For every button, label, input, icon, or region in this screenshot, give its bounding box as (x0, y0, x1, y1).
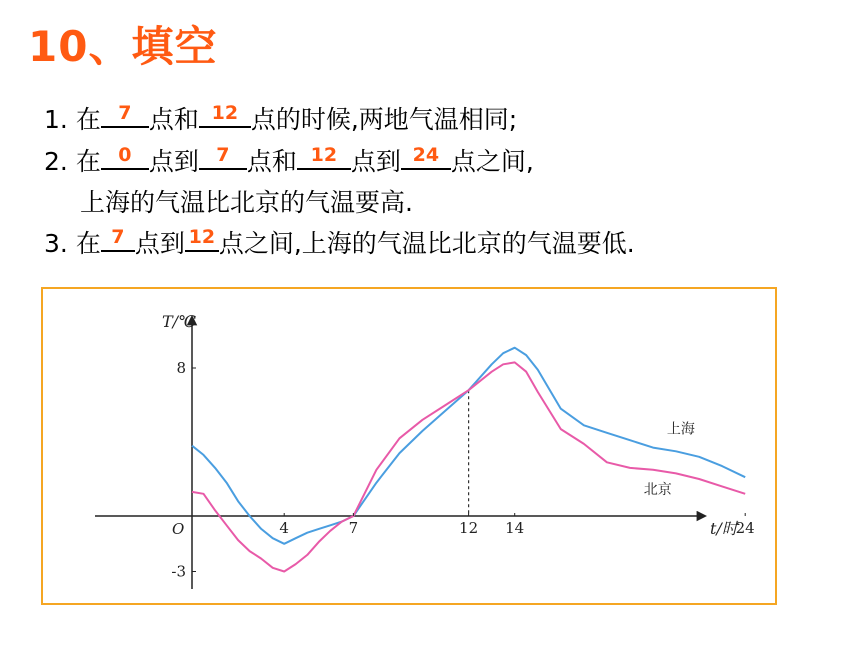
answer-value: 7 (118, 102, 132, 124)
question-3 (44, 224, 635, 260)
answer-blank (401, 144, 451, 170)
question-3-text-1: 在 (75, 229, 101, 258)
question-2-number: 2. (44, 147, 68, 176)
answer-value: 24 (412, 144, 440, 166)
question-2-text-4: 点到 (350, 147, 401, 176)
y-tick-label: 8 (176, 359, 186, 377)
x-tick-label: 24 (735, 519, 755, 537)
question-2-text-1: 在 (75, 147, 101, 176)
x-axis-label: t/时 (710, 519, 738, 538)
origin-label: O (172, 520, 185, 538)
answer-value: 12 (211, 102, 239, 124)
question-3-number: 3. (44, 229, 68, 258)
x-tick-label: 14 (505, 519, 525, 537)
question-1-text-3: 点的时候,两地气温相同; (250, 105, 518, 134)
question-3-text-2: 点到 (134, 229, 185, 258)
question-2-text-2: 点到 (148, 147, 199, 176)
answer-value: 7 (111, 226, 125, 248)
answer-value: 7 (216, 144, 230, 166)
question-2-line-2: 上海的气温比北京的气温要高. (80, 188, 413, 217)
question-1-text-2: 点和 (148, 105, 199, 134)
question-1-number: 1. (44, 105, 68, 134)
question-2 (44, 142, 534, 178)
answer-value: 0 (118, 144, 132, 166)
page-title: 10、填空 (28, 22, 218, 71)
answer-blank (101, 226, 135, 252)
y-tick-label: -3 (171, 562, 186, 581)
chart-frame (41, 287, 777, 605)
x-tick-label: 7 (348, 519, 359, 537)
answer-value: 12 (310, 144, 338, 166)
temperature-chart (43, 289, 775, 603)
x-tick-label: 12 (459, 519, 479, 537)
question-2-text-5: 点之间, (450, 147, 534, 176)
answer-value: 12 (188, 226, 216, 248)
question-1 (44, 100, 517, 136)
answer-blank (297, 144, 351, 170)
answer-blank (199, 144, 247, 170)
question-3-text-3: 点之间,上海的气温比北京的气温要低. (218, 229, 635, 258)
question-1-text-1: 在 (75, 105, 101, 134)
answer-blank (101, 102, 149, 128)
answer-blank (199, 102, 251, 128)
answer-blank (101, 144, 149, 170)
y-axis-label: T/℃ (162, 312, 196, 331)
series-label: 上海 (666, 421, 695, 438)
series-label: 北京 (643, 481, 672, 498)
x-tick-label: 4 (279, 519, 289, 537)
answer-blank (185, 226, 219, 252)
question-2-text-3: 点和 (246, 147, 297, 176)
